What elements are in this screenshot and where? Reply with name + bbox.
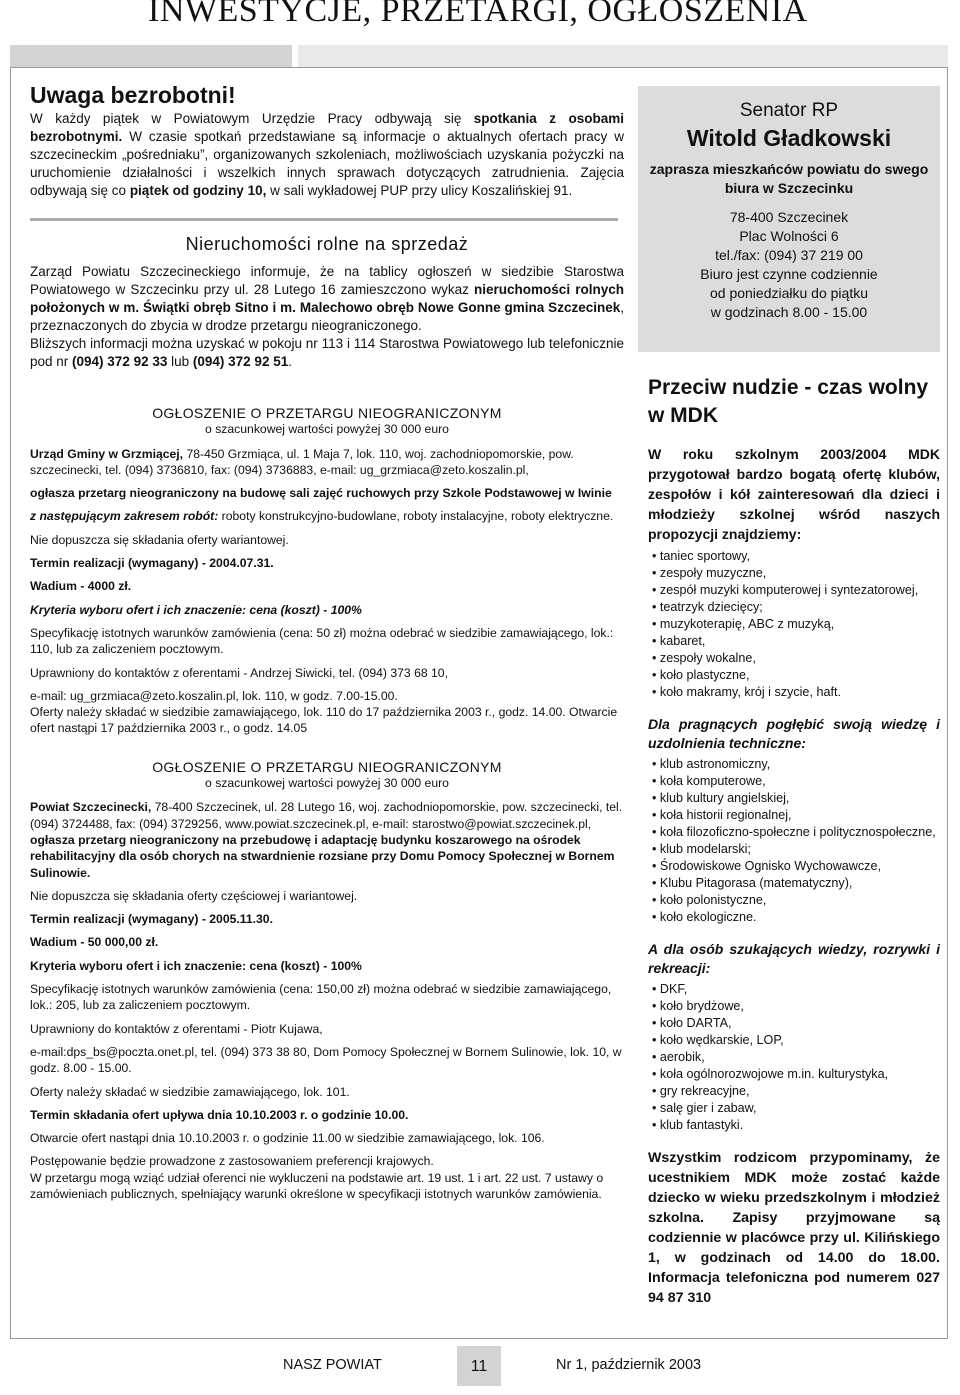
list-item: • koła ogólnorozwojowe m.in. kulturystyka, [648, 1066, 940, 1083]
list-item: • DKF, [648, 981, 940, 998]
list-item: • zespoły wokalne, [648, 650, 940, 667]
notice-text: w sali wykładowej PUP przy ulicy Koszalińskiej 91. [266, 183, 573, 198]
scope-text: roboty konstrukcyjno-budowlane, roboty instalacyjne, roboty elektryczne. [218, 509, 614, 524]
senator-box [638, 86, 940, 352]
tender-criteria [30, 602, 624, 618]
list-item: • koło polonistyczne, [648, 892, 940, 909]
list-item: • koło brydżowe, [648, 998, 940, 1015]
tender-deadline [30, 911, 624, 927]
page-title: INWESTYCJE, PRZETARGI, OGŁOSZENIA [148, 0, 808, 29]
deposit-text: Wadium - 50 000,00 zł. [30, 935, 159, 950]
tender-eligibility: W przetargu mogą wziąć udział oferenci nie wykluczeni na podstawie art. 19 ust. 1 i art. 22 ust. 7 ustawy o zamówieniach publicznych, spełniający warunki określone w specyfikacji istotnych warunków zamówienia. [30, 1170, 604, 1201]
footer-publication: NASZ POWIAT [283, 1357, 382, 1373]
page-footer [0, 1340, 960, 1395]
tender-1 [30, 405, 624, 737]
hours-line: Biuro jest czynne codziennie [700, 266, 878, 282]
tender-subject-text: ogłasza przetarg nieograniczony na przebudowę i adaptację budynku koszarowego na ośrodek rehabilitacyjny dla osób chorych na stwardnienie rozsiane przy Domu Pomocy Społecznej w Bornem Sulinowie. [30, 832, 615, 880]
mdk-list-2 [648, 756, 940, 926]
notice-bold: spotkania z osobami bezrobotnymi. [30, 111, 624, 144]
mdk-title: Przeciw nudzie - czas wolny w MDK [648, 376, 929, 427]
deposit-text: Wadium - 4000 zł. [30, 579, 132, 594]
list-item: • muzykoterapię, ABC z muzyką, [648, 616, 940, 633]
list-item: • aerobik, [648, 1049, 940, 1066]
list-item: • koła historii regionalnej, [648, 807, 940, 824]
property-notice [30, 235, 624, 371]
deadline-text: Termin realizacji (wymagany) - 2004.07.31. [30, 556, 274, 571]
list-item: • teatrzyk dziecięcy; [648, 599, 940, 616]
list-item: • koła filozoficzno-społeczne i politycznospołeczne, [648, 824, 940, 841]
tender-spec: Specyfikację istotnych warunków zamówienia (cena: 50 zł) można odebrać w siedzibie zamawiającego, lok.: 110, lub za zaliczeniem pocztowym. [30, 625, 614, 657]
tender-scope [30, 508, 624, 524]
page-number: 11 [457, 1346, 501, 1386]
notice-body [30, 110, 624, 200]
mdk-subheading-recreation: A dla osób szukających wiedzy, rozrywki i rekreacji: [648, 941, 940, 976]
right-column [638, 86, 940, 1308]
tender-subject [30, 485, 624, 501]
unemployed-notice [30, 82, 624, 200]
list-item: • gry rekreacyjne, [648, 1083, 940, 1100]
notice-bold: piątek od godziny 10, [129, 183, 267, 198]
deadline-text: Termin realizacji (wymagany) - 2005.11.30. [30, 912, 273, 927]
organizer-details: 78-400 Szczecinek, ul. 28 Lutego 16, woj. zachodniopomorskie, pow. szczecinecki, tel. (094) 3724488, fax: (094) 3729256, www.powiat.szczecinek.pl, e-mail: starostwo@powiat.szczecinek.pl, [30, 800, 623, 831]
submit-deadline-text: Termin składania ofert upływa dnia 10.10.2003 r. o godzinie 10.00. [30, 1107, 409, 1122]
header-bar-left [10, 45, 292, 67]
list-item: • zespoły muzyczne, [648, 565, 940, 582]
tender-contact-2: e-mail:dps_bs@poczta.onet.pl, tel. (094) 373 38 80, Dom Pomocy Społecznej w Bornem Sulinowie, lok. 10, w godz. 8.00 - 15.00. [30, 1044, 622, 1076]
left-column [30, 82, 624, 1209]
tender-submit: Oferty należy składać w siedzibie zamawiającego, lok. 110 do 17 października 2003 r., godz. 14.00. Otwarcie ofert nastąpi 17 października 2003 r., o godz. 14.05 [30, 705, 618, 736]
property-bold: nieruchomości rolnych położonych w m. Świątki obręb Sitno i m. Malechowo obręb Nowe Gonne gmina Szczecinek [30, 282, 624, 315]
tender-preferences: Postępowanie będzie prowadzone z zastosowaniem preferencji krajowych. [30, 1154, 434, 1169]
property-text: Bliższych informacji można uzyskać w pokoju nr 113 i 114 Starostwa Powiatowego lub telefonicznie pod nr [30, 336, 624, 369]
tender-variant: Nie dopuszcza się składania oferty wariantowej. [30, 532, 289, 547]
list-item: • Klubu Pitagorasa (matematyczny), [648, 875, 940, 892]
mdk-list-1 [648, 548, 940, 701]
hours-line: od poniedziałku do piątku [709, 285, 868, 301]
senator-address [648, 208, 930, 322]
tender-submit-deadline [30, 1107, 624, 1123]
tender-deposit [30, 934, 624, 950]
criteria-text: Kryteria wyboru ofert i ich znaczenie: cena (koszt) - 100% [30, 958, 362, 973]
list-item: • klub fantastyki. [648, 1117, 940, 1134]
organizer-name: Powiat Szczecinecki, [30, 800, 152, 815]
property-body [30, 263, 624, 335]
footer-issue: Nr 1, październik 2003 [556, 1357, 702, 1373]
mdk-lead: W roku szkolnym 2003/2004 MDK przygotował bardzo bogatą ofertę klubów, zespołów i kół zainteresowań dla dzieci i młodzieży szkolnej wśród naszych propozycji znajdziemy: [648, 446, 940, 542]
list-item: • koło ekologiczne. [648, 909, 940, 926]
section-divider [30, 218, 618, 221]
property-title: Nieruchomości rolne na sprzedaż [185, 234, 469, 254]
header-bar-right [298, 45, 948, 67]
tender-heading: OGŁOSZENIE O PRZETARGU NIEOGRANICZONYM [152, 405, 502, 421]
list-item: • koło wędkarskie, LOP, [648, 1032, 940, 1049]
phone-number: (094) 372 92 33 [72, 354, 168, 369]
property-contact [30, 335, 624, 371]
mdk-article [638, 444, 940, 1308]
senator-name: Witold Gładkowski [686, 125, 892, 151]
phone-number: (094) 372 92 51 [192, 354, 289, 369]
list-item: • klub modelarski; [648, 841, 940, 858]
organizer-details: 78-450 Grzmiąca, ul. 1 Maja 7, lok. 110, woj. zachodniopomorskie, pow. szczecinecki, tel. (094) 3736810, fax: (094) 3736883, e-mail: ug_grzmiaca@zeto.koszalin.pl, [30, 446, 574, 477]
tender-deadline [30, 555, 624, 571]
tender-deposit [30, 578, 624, 594]
notice-text: W każdy piątek w Powiatowym Urzędzie Pracy odbywają się [30, 111, 474, 126]
hours-line: w godzinach 8.00 - 15.00 [710, 304, 868, 320]
tender-contact: Uprawniony do kontaktów z oferentami - Piotr Kujawa, [30, 1021, 323, 1036]
criteria-text: Kryteria wyboru ofert i ich znaczenie: cena (koszt) - 100% [30, 602, 362, 617]
list-item: • salę gier i zabaw, [648, 1100, 940, 1117]
list-item: • zespół muzyki komputerowej i syntezatorowej, [648, 582, 940, 599]
tender-heading: OGŁOSZENIE O PRZETARGU NIEOGRANICZONYM [152, 758, 502, 775]
tender-submit: Oferty należy składać w siedzibie zamawiającego, lok. 101. [30, 1084, 350, 1099]
tender-spec: Specyfikację istotnych warunków zamówienia (cena: 150,00 zł) można odebrać w siedzibie zamawiającego, lok.: 205, lub za zaliczeniem pocztowym. [30, 982, 612, 1013]
senator-role: Senator RP [739, 100, 839, 121]
list-item: • koło DARTA, [648, 1015, 940, 1032]
property-text: Zarząd Powiatu Szczecineckiego informuje, że na tablicy ogłoszeń w siedzibie Starostwa Powiatowego w Szczecinku przy ul. 28 Lutego 16 zamieszczono wykaz [30, 264, 624, 297]
senator-invite: zaprasza mieszkańców powiatu do swego biura w Szczecinku [649, 161, 929, 196]
list-item: • koło plastyczne, [648, 667, 940, 684]
tender-opening: Otwarcie ofert nastąpi dnia 10.10.2003 r. o godzinie 11.00 w siedzibie zamawiającego, lok. 106. [30, 1131, 545, 1146]
tender-organizer [30, 446, 624, 479]
notice-title: Uwaga bezrobotni! [30, 82, 236, 108]
list-item: • Środowiskowe Ognisko Wychowawcze, [648, 858, 940, 875]
tender-subheading: o szacunkowej wartości powyżej 30 000 euro [205, 422, 449, 437]
mdk-subheading-technical: Dla pragnących pogłębić swoją wiedzę i uzdolnienia techniczne: [648, 716, 940, 751]
list-item: • klub kultury angielskiej, [648, 790, 940, 807]
tender-subheading: o szacunkowej wartości powyżej 30 000 euro [205, 776, 449, 791]
mdk-closing: Wszystkim rodzicom przypominamy, że ucestnikiem MDK może zostać każde dziecko w wieku przedszkolnym i młodzież szkolna. Zapisy przyjmowane są codziennie w placówce przy ul. Kilińskiego 1, w godzinach od 14.00 do 18.00. Informacja telefoniczna pod numerem 027 94 87 310 [648, 1150, 940, 1306]
list-item: • koło makramy, krój i szycie, haft. [648, 684, 940, 701]
list-item: • taniec sportowy, [648, 548, 940, 565]
mdk-list-3 [648, 981, 940, 1134]
tender-organizer [30, 799, 624, 880]
tender-contact: Uprawniony do kontaktów z oferentami - Andrzej Siwicki, tel. (094) 373 68 10, [30, 665, 448, 680]
notice-text: W czasie spotkań przedstawiane są informacje o aktualnych ofertach pracy w szczecineckim „pośredniaku”, organizowanych szkoleniach, możliwościach uzyskania pożyczki na uruchomienie działalności i wszelkich innych sprawach dotyczących zatrudnienia. Zajęcia odbywają się co [30, 129, 624, 198]
address-line: Plac Wolności 6 [739, 228, 839, 244]
tender-criteria [30, 958, 624, 974]
tender-subject-text: ogłasza przetarg nieograniczony na budowę sali zajęć ruchowych przy Szkole Podstawowej w Iwinie [30, 486, 612, 501]
list-item: • klub astronomiczny, [648, 756, 940, 773]
property-text: , przeznaczonych do zbycia w drodze przetargu nieograniczonego. [30, 300, 624, 333]
property-text: . [288, 354, 292, 369]
property-text: lub [167, 354, 193, 369]
phone-line: tel./fax: (094) 37 219 00 [715, 247, 863, 263]
tender-contact-2: e-mail: ug_grzmiaca@zeto.koszalin.pl, lok. 110, w godz. 7.00-15.00. [30, 688, 398, 703]
organizer-name: Urząd Gminy w Grzmiącej, [30, 446, 184, 461]
list-item: • koła komputerowe, [648, 773, 940, 790]
list-item: • kabaret, [648, 633, 940, 650]
tender-variant: Nie dopuszcza się składania oferty częściowej i wariantowej. [30, 888, 358, 903]
masthead [0, 0, 960, 40]
address-line: 78-400 Szczecinek [729, 209, 849, 225]
tender-2 [30, 759, 624, 1203]
scope-label: z następującym zakresem robót: [30, 509, 219, 524]
